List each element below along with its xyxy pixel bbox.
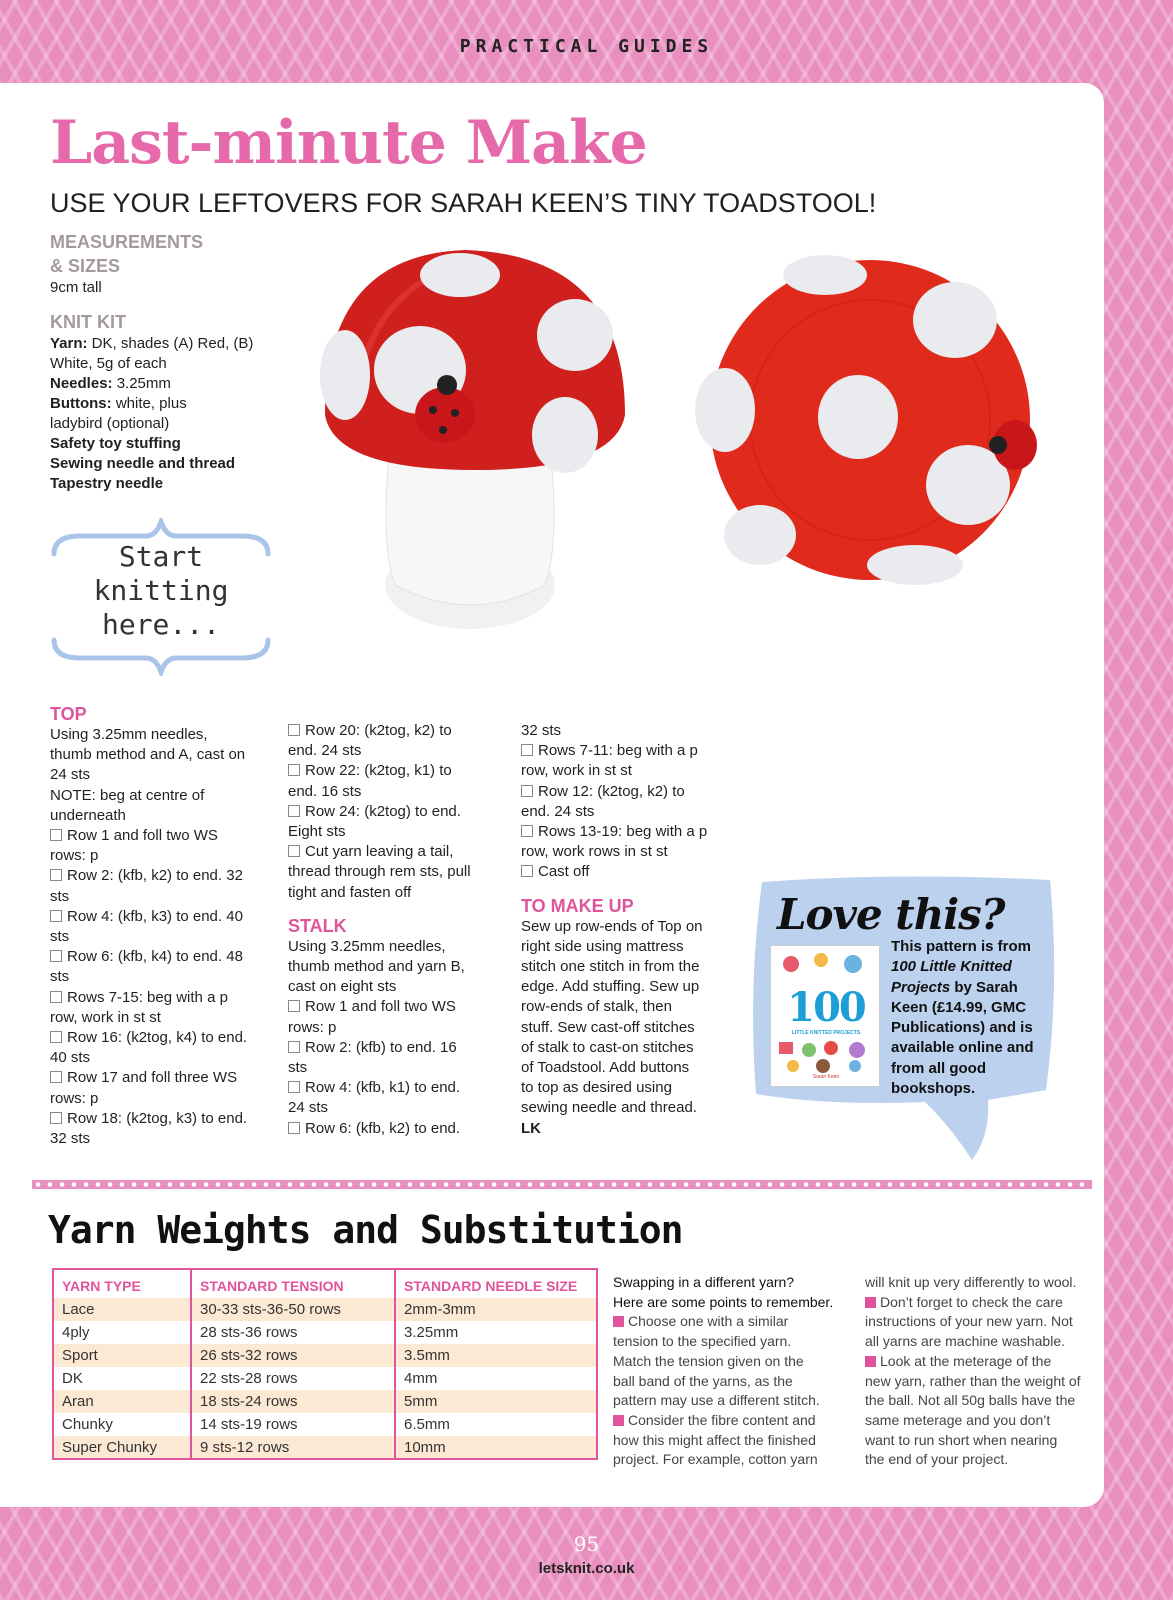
table-cell: Super Chunky (53, 1436, 191, 1459)
instruction-line: underneath (50, 806, 126, 824)
tips-intro: Swapping in a different yarn? (613, 1274, 795, 1290)
table-cell: 2mm-3mm (395, 1298, 597, 1321)
checkbox[interactable] (288, 724, 300, 736)
knit-kit-heading: KNIT KIT (50, 312, 126, 332)
measurements-heading: MEASUREMENTS (50, 232, 204, 252)
table-cell: Lace (53, 1298, 191, 1321)
table-row (53, 1298, 597, 1321)
tip-line: Don’t forget to check the care (865, 1293, 1100, 1313)
kit-yarn: Yarn: DK, shades (A) Red, (B) (50, 335, 254, 352)
section-header: PRACTICAL GUIDES (459, 36, 714, 57)
table-cell: 3.5mm (395, 1344, 597, 1367)
kit-buttons-2: ladybird (optional) (50, 415, 170, 432)
tip-line: how this might affect the finished (613, 1431, 816, 1448)
table-row (53, 1436, 597, 1459)
tip-line: instructions of your new yarn. Not (865, 1313, 1073, 1330)
tips-intro: Here are some points to remember. (613, 1293, 834, 1310)
instruction-line: Sew up row-ends of Top on (521, 917, 703, 935)
table-cell: 18 sts-24 rows (191, 1390, 395, 1413)
tip-line: project. For example, cotton yarn (613, 1451, 818, 1468)
checkbox[interactable] (50, 991, 62, 1003)
row-checkbox-item[interactable]: Row 1 and foll two WS (50, 826, 280, 846)
checkbox[interactable] (521, 865, 533, 877)
row-checkbox-item[interactable]: Row 6: (kfb, k2) to end. (288, 1119, 508, 1139)
table-cell: 3.25mm (395, 1321, 597, 1344)
bullet-square-icon (865, 1356, 876, 1367)
instruction-line: row-ends of stalk, then (521, 998, 672, 1016)
top-continued-instructions (288, 721, 508, 1139)
checkbox[interactable] (288, 1122, 300, 1134)
bullet-square-icon (613, 1415, 624, 1426)
make-up-heading: TO MAKE UP (521, 895, 634, 916)
yarn-tips-column-2 (865, 1273, 1100, 1470)
table-cell: 30-33 sts-36-50 rows (191, 1298, 395, 1321)
toadstool-side-photo (315, 245, 645, 635)
row-checkbox-item[interactable]: Row 12: (k2tog, k2) to (521, 782, 736, 802)
row-checkbox-item[interactable]: Row 6: (kfb, k4) to end. 48 (50, 947, 280, 967)
row-checkbox-item[interactable]: Rows 13-19: beg with a p (521, 822, 736, 842)
bullet-square-icon (613, 1316, 624, 1327)
tip-line: Match the tension given on the (613, 1352, 804, 1369)
yarn-section-title: Yarn Weights and Substitution (48, 1208, 683, 1252)
table-cell: 4ply (53, 1321, 191, 1344)
yarn-tips-column-1 (613, 1273, 853, 1470)
tip-line: Look at the meterage of the (865, 1352, 1100, 1372)
checkbox[interactable] (50, 910, 62, 922)
instruction-line: right side using mattress (521, 937, 684, 955)
checkbox[interactable] (288, 764, 300, 776)
tip-line: will knit up very differently to wool. (865, 1274, 1077, 1290)
row-checkbox-item[interactable]: Row 17 and foll three WS (50, 1068, 280, 1088)
instruction-line: sts (288, 1059, 308, 1077)
table-cell: Sport (53, 1344, 191, 1367)
instruction-line: row, work rows in st st (521, 843, 668, 861)
table-cell: 10mm (395, 1436, 597, 1459)
tip-line: same meterage and you don’t (865, 1411, 1051, 1428)
instruction-line: Eight sts (288, 823, 346, 841)
table-cell: DK (53, 1367, 191, 1390)
row-checkbox-item[interactable]: Row 2: (kfb) to end. 16 (288, 1038, 508, 1058)
checkbox[interactable] (50, 1112, 62, 1124)
stalk-continued-instructions (521, 721, 736, 1139)
instruction-line: thread through rem sts, pull (288, 863, 471, 881)
checkbox[interactable] (50, 869, 62, 881)
table-row (53, 1367, 597, 1390)
tip-line: all yarns are machine washable. (865, 1333, 1065, 1350)
instruction-line: stuff. Sew cast-off stitches (521, 1018, 695, 1036)
instruction-line: end. 24 sts (288, 742, 362, 760)
checkbox[interactable] (50, 829, 62, 841)
book-cover (770, 945, 880, 1087)
checkbox[interactable] (288, 805, 300, 817)
column-header: STANDARD NEEDLE SIZE (395, 1269, 597, 1298)
table-cell: Chunky (53, 1413, 191, 1436)
article-subtitle: USE YOUR LEFTOVERS FOR SARAH KEEN’S TINY TOADSTOOL! (50, 188, 877, 218)
love-this-title: Love this? (777, 890, 1005, 939)
row-checkbox-item[interactable]: Row 18: (k2tog, k3) to end. (50, 1109, 280, 1129)
instruction-line: sewing needle and thread. (521, 1099, 697, 1117)
checkbox[interactable] (50, 1071, 62, 1083)
instruction-line: end. 24 sts (521, 802, 595, 820)
checkbox[interactable] (521, 785, 533, 797)
page-number: 95 (573, 1532, 600, 1556)
kit-buttons: Buttons: white, plus (50, 395, 187, 412)
stalk-heading: STALK (288, 915, 347, 936)
row-checkbox-item[interactable]: Row 16: (k2tog, k4) to end. (50, 1028, 280, 1048)
checkbox[interactable] (288, 1041, 300, 1053)
tip-line: the end of your project. (865, 1451, 1009, 1468)
row-checkbox-item[interactable]: Row 20: (k2tog, k2) to (288, 721, 508, 741)
row-checkbox-item[interactable]: Row 1 and foll two WS (288, 997, 508, 1017)
checkbox[interactable] (288, 845, 300, 857)
column-header: YARN TYPE (53, 1269, 191, 1298)
tip-line: ball band of the yarns, as the (613, 1372, 793, 1389)
yarn-weights-table (52, 1268, 598, 1460)
instruction-line: 24 sts (50, 766, 91, 784)
instruction-line: sts (50, 928, 70, 946)
tip-line: tension to the specified yarn. (613, 1333, 792, 1350)
kit-yarn-2: White, 5g of each (50, 355, 167, 372)
row-checkbox-item[interactable]: Rows 7-11: beg with a p (521, 741, 736, 761)
dotted-divider (32, 1180, 1092, 1189)
tip-line: Consider the fibre content and (613, 1411, 853, 1431)
tip-line: Choose one with a similar (613, 1312, 853, 1332)
table-cell: 4mm (395, 1367, 597, 1390)
instruction-line: tight and fasten off (288, 883, 412, 901)
table-cell: Aran (53, 1390, 191, 1413)
row-checkbox-item[interactable]: Row 4: (kfb, k1) to end. (288, 1078, 508, 1098)
instruction-line: rows: p (50, 847, 99, 865)
tip-line: new yarn, rather than the weight of (865, 1372, 1081, 1389)
instruction-line: of Toadstool. Add buttons (521, 1059, 690, 1077)
toadstool-top-photo (690, 245, 1060, 590)
row-checkbox-item[interactable]: Row 4: (kfb, k3) to end. 40 (50, 907, 280, 927)
checkbox[interactable] (50, 1031, 62, 1043)
table-cell: 5mm (395, 1390, 597, 1413)
row-checkbox-item[interactable]: Row 24: (k2tog) to end. (288, 802, 508, 822)
table-cell: 14 sts-19 rows (191, 1413, 395, 1436)
instruction-line: Using 3.25mm needles, (288, 937, 446, 955)
table-header-row (53, 1269, 597, 1298)
book-cover-number: 100 (787, 984, 865, 1031)
start-knitting-text: Start knitting here... (93, 540, 229, 641)
table-cell: 6.5mm (395, 1413, 597, 1436)
kit-item: Tapestry needle (50, 475, 164, 492)
table-row (53, 1321, 597, 1344)
knit-kit (50, 310, 280, 494)
table-cell: 28 sts-36 rows (191, 1321, 395, 1344)
instruction-line: Using 3.25mm needles, (50, 726, 208, 743)
table-row (53, 1344, 597, 1367)
top-instructions (50, 703, 280, 1149)
author-initials: LK (521, 1119, 541, 1137)
row-checkbox-item[interactable]: Rows 7-15: beg with a p (50, 988, 280, 1008)
instruction-line: 24 sts (288, 1099, 329, 1117)
book-cover-subtitle: LITTLE KNITTED PROJECTS (791, 1030, 861, 1036)
row-checkbox-item[interactable]: Cast off (521, 862, 736, 882)
instruction-line: row, work in st st (521, 762, 632, 780)
instruction-line: rows: p (288, 1018, 337, 1036)
tip-line: pattern may use a different stitch. (613, 1392, 820, 1409)
sizes-heading: & SIZES (50, 256, 121, 276)
instruction-line: edge. Add stuffing. Sew up (521, 978, 700, 996)
article-title: Last-minute Make (50, 108, 647, 178)
instruction-line: sts (50, 968, 70, 986)
column-header: STANDARD TENSION (191, 1269, 395, 1298)
instruction-line: thumb method and A, cast on (50, 746, 246, 764)
instruction-line: NOTE: beg at centre of (50, 786, 205, 804)
table-cell: 26 sts-32 rows (191, 1344, 395, 1367)
instruction-line: stitch one stitch in from the (521, 958, 700, 976)
kit-item: Sewing needle and thread (50, 455, 236, 472)
instruction-line: 32 sts (521, 722, 562, 739)
table-row (53, 1413, 597, 1436)
instruction-line: thumb method and yarn B, (288, 958, 465, 976)
instruction-line: 40 sts (50, 1049, 91, 1067)
instruction-line: rows: p (50, 1089, 99, 1107)
tip-line: the ball. Not all 50g balls have the (865, 1392, 1076, 1409)
table-cell: 9 sts-12 rows (191, 1436, 395, 1459)
table-row (53, 1390, 597, 1413)
checkbox[interactable] (521, 825, 533, 837)
instruction-line: cast on eight sts (288, 978, 397, 996)
measurement-value: 9cm tall (50, 279, 102, 296)
website-link[interactable]: letsknit.co.uk (538, 1560, 635, 1577)
checkbox[interactable] (288, 1000, 300, 1012)
instruction-line: to top as desired using (521, 1079, 672, 1097)
checkbox[interactable] (288, 1081, 300, 1093)
kit-item: Safety toy stuffing (50, 435, 181, 452)
row-checkbox-item[interactable]: Row 22: (k2tog, k1) to (288, 761, 508, 781)
love-this-text: This pattern is from 100 Little Knitted Projects by Sarah Keen (£14.99, GMC Publications) and is available online and from all good bookshops. (891, 938, 1034, 1098)
table-cell: 22 sts-28 rows (191, 1367, 395, 1390)
top-heading: TOP (50, 704, 87, 724)
tip-line: want to run short when nearing (865, 1431, 1058, 1448)
row-checkbox-item[interactable]: Cut yarn leaving a tail, (288, 842, 508, 862)
book-cover-author: Sarah Keen (812, 1074, 840, 1080)
kit-needles: Needles: 3.25mm (50, 375, 171, 392)
bullet-square-icon (865, 1297, 876, 1308)
measurements-column (50, 230, 280, 494)
instruction-line: sts (50, 887, 70, 905)
instruction-line: end. 16 sts (288, 782, 362, 800)
checkbox[interactable] (50, 950, 62, 962)
checkbox[interactable] (521, 744, 533, 756)
row-checkbox-item[interactable]: Row 2: (kfb, k2) to end. 32 (50, 866, 280, 886)
instruction-line: 32 sts (50, 1130, 91, 1148)
instruction-line: of stalk to cast-on stitches (521, 1038, 694, 1056)
instruction-line: row, work in st st (50, 1008, 161, 1026)
